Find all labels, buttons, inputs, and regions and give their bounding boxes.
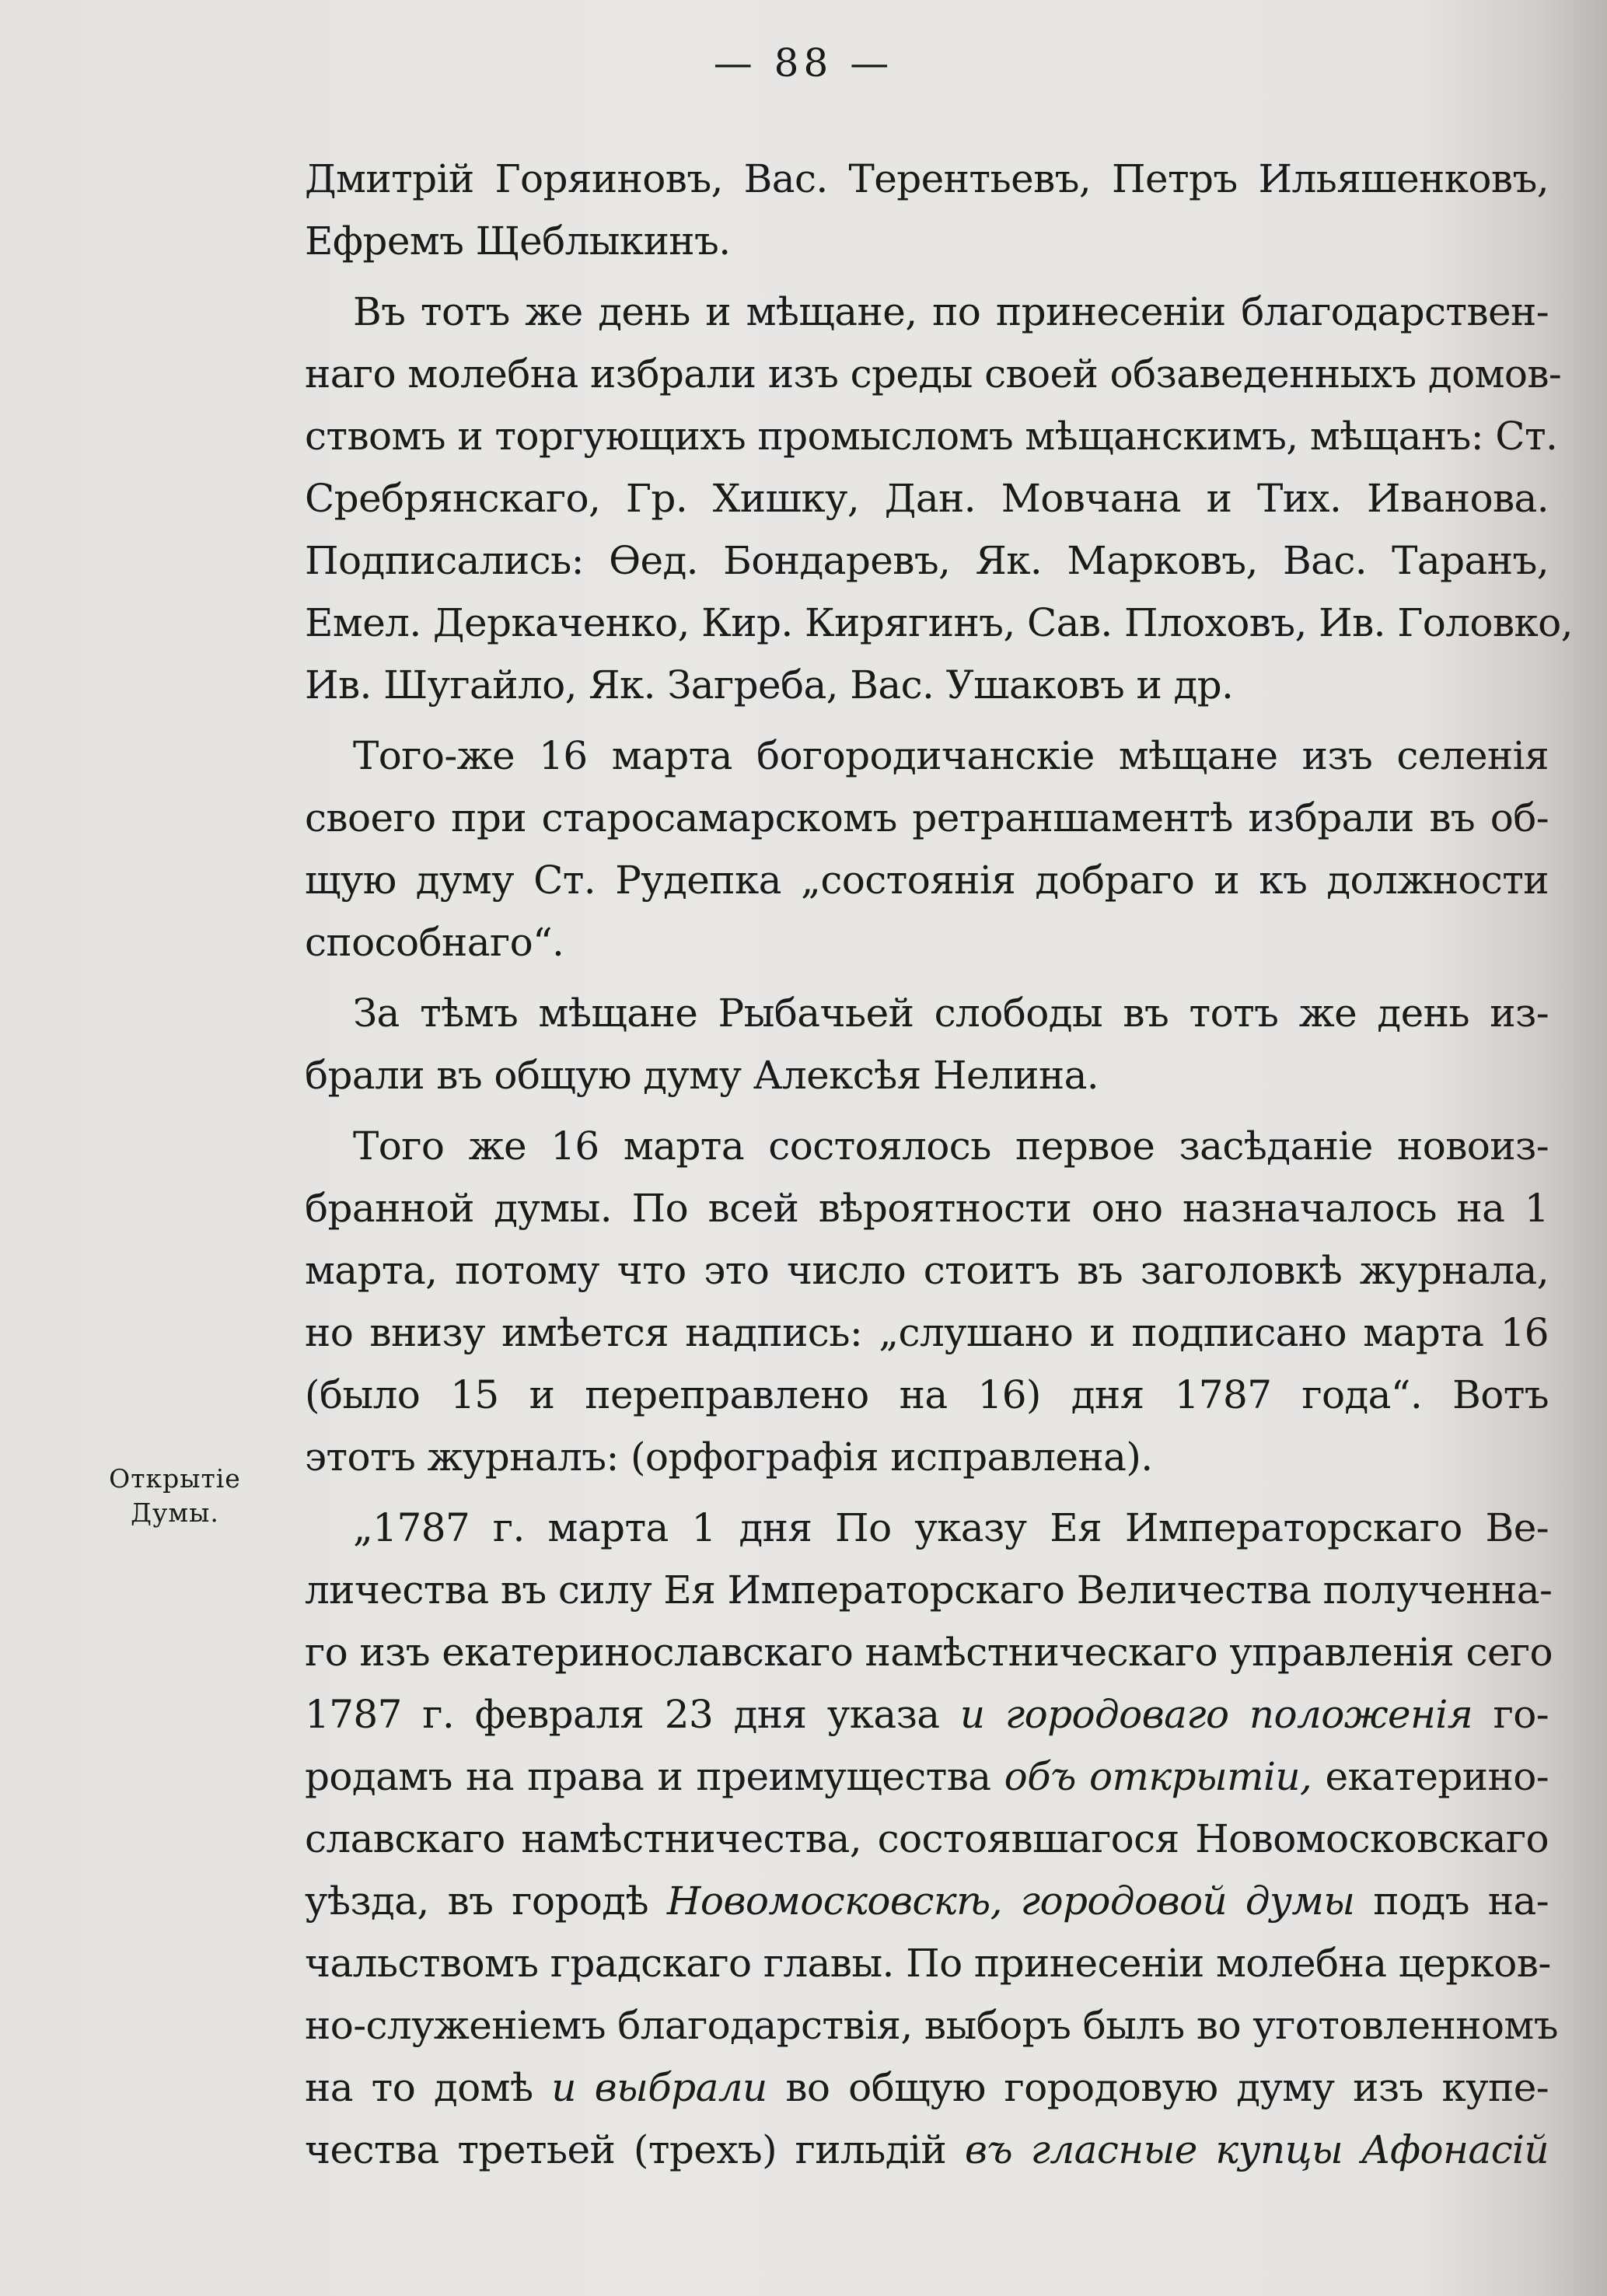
text-segment: родамъ на права и преимущества	[305, 1754, 991, 1799]
text-segment: во общую городовую думу изъ купе-	[785, 2065, 1549, 2110]
text-line: Дмитрій Горяиновъ, Вас. Терентьевъ, Петръ Ильяшенковъ,	[305, 156, 1549, 201]
text-line: но внизу имѣется надпись: „слушано и подписано марта 16	[305, 1310, 1549, 1355]
text-line: Того-же 16 марта богородичанскіе мѣщане изъ селенія	[353, 733, 1549, 778]
text-line: Ефремъ Щеблыкинъ.	[305, 218, 731, 264]
text-line: чальствомъ градскаго главы. По принесеніи молебна церков-	[305, 1941, 1551, 1986]
text-line: (было 15 и переправлено на 16) дня 1787 года“. Вотъ	[305, 1372, 1549, 1417]
text-line	[305, 2119, 1549, 2181]
text-line: наго молебна избрали изъ среды своей обзаведенныхъ домов-	[305, 351, 1562, 397]
text-line: „1787 г. марта 1 дня По указу Ея Императорскаго Ве-	[353, 1505, 1549, 1550]
text-line: ствомъ и торгующихъ промысломъ мѣщанскимъ, мѣщанъ: Ст.	[305, 414, 1558, 459]
text-line: способнаго“.	[305, 920, 564, 965]
text-line: Ив. Шугайло, Як. Загреба, Вас. Ушаковъ и др.	[305, 662, 1234, 708]
text-line: За тѣмъ мѣщане Рыбачьей слободы въ тотъ же день из-	[353, 991, 1549, 1036]
italic-segment: объ открытіи,	[1004, 1754, 1312, 1799]
text-line: Того же 16 марта состоялось первое засѣданіе новоиз-	[353, 1124, 1549, 1169]
text-line: щую думу Ст. Рудепка „состоянія добраго и къ должности	[305, 858, 1549, 903]
text-line: брали въ общую думу Алексѣя Нелина.	[305, 1053, 1099, 1098]
text-segment: подъ на-	[1373, 1878, 1549, 1924]
text-line	[305, 2057, 1549, 2119]
italic-segment: и выбрали	[551, 2065, 767, 2110]
text-line: Въ тотъ же день и мѣщане, по принесеніи благодарствен-	[353, 289, 1549, 334]
text-line: Подписались: Ѳед. Бондаревъ, Як. Марковъ, Вас. Таранъ,	[305, 538, 1549, 583]
text-line: го изъ екатеринославскаго намѣстническаго управленія сего	[305, 1630, 1553, 1675]
text-line: марта, потому что это число стоитъ въ заголовкѣ журнала,	[305, 1248, 1549, 1293]
italic-segment: и городоваго положенія	[959, 1692, 1473, 1737]
body-text	[305, 148, 1573, 2181]
text-segment: уѣзда, въ городѣ	[305, 1878, 648, 1924]
text-segment: екатерино-	[1325, 1754, 1549, 1799]
text-line: славскаго намѣстничества, состоявшагося Новомосковскаго	[305, 1816, 1549, 1861]
text-line: этотъ журналъ: (орфографія исправлена).	[305, 1435, 1153, 1480]
italic-segment: Новомосковскѣ, городовой думы	[666, 1878, 1355, 1924]
text-line	[305, 1870, 1549, 1932]
margin-note	[101, 1462, 249, 1530]
text-line	[305, 1746, 1549, 1808]
text-segment: го-	[1493, 1692, 1549, 1737]
text-segment: 1787 г. февраля 23 дня указа	[305, 1692, 940, 1737]
text-line: бранной думы. По всей вѣроятности оно назначалось на 1	[305, 1186, 1549, 1231]
text-line: но-служеніемъ благодарствія, выборъ былъ во уготовленномъ	[305, 2003, 1558, 2048]
text-line: личества въ силу Ея Императорскаго Величества полученна-	[305, 1567, 1553, 1613]
margin-note-line: Открытіе	[109, 1463, 241, 1494]
text-line: Сребрянскаго, Гр. Хишку, Дан. Мовчана и Тих. Иванова.	[305, 476, 1549, 521]
page-number: — 88 —	[713, 40, 894, 86]
margin-note-line: Думы.	[131, 1497, 219, 1528]
text-segment: чества третьей (трехъ) гильдій	[305, 2127, 947, 2172]
text-line: Емел. Деркаченко, Кир. Кирягинъ, Сав. Плоховъ, Ив. Головко,	[305, 600, 1573, 645]
italic-segment: въ гласные купцы Афонасій	[964, 2127, 1549, 2172]
text-segment: на то домѣ	[305, 2065, 533, 2110]
text-line: своего при старосамарскомъ ретраншаментѣ избрали въ об-	[305, 795, 1549, 840]
text-line	[305, 1683, 1549, 1746]
